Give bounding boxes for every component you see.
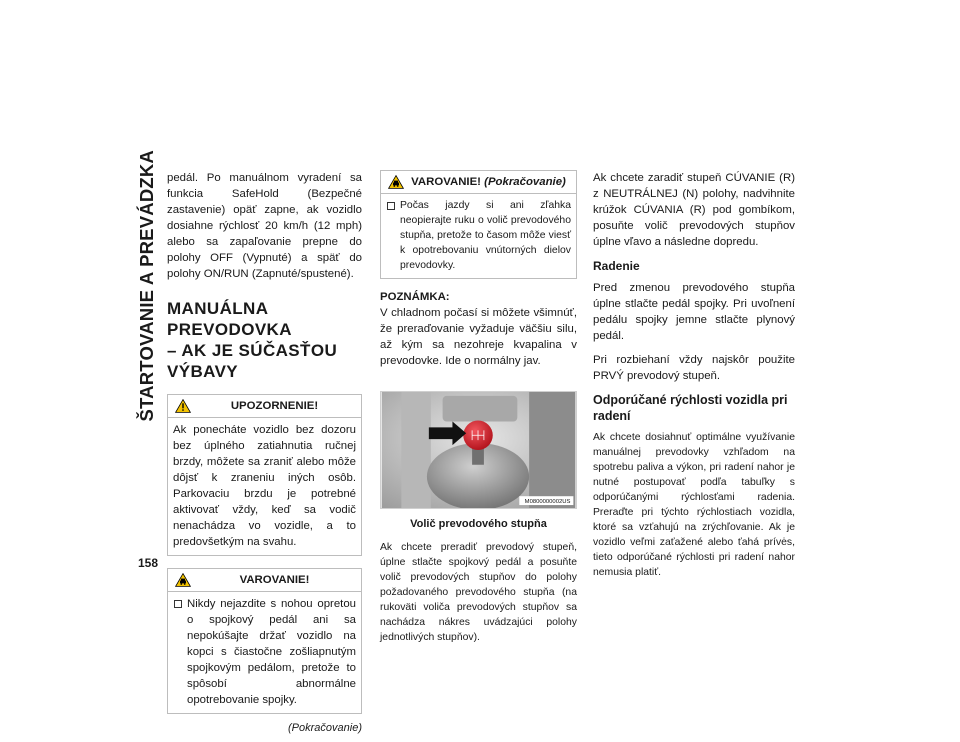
column-2 [380, 170, 577, 653]
warning-bullet [173, 596, 356, 708]
column-3 [593, 170, 795, 588]
section-title-line-1: MANUÁLNA PREVODOVKA [167, 299, 292, 339]
warning-continued-bullet [386, 198, 571, 273]
note-text: V chladnom počasí si môžete všimnúť, že preraďovanie vyžaduje väčšiu silu, až kým sa nezohreje kvapalina v prevodovke. Ide o normálny jav. [380, 307, 577, 367]
caution-title: UPOZORNENIE! [230, 400, 319, 412]
warning-continued-box [380, 170, 577, 279]
warning-car-icon [175, 573, 191, 587]
note-label: POZNÁMKA: [380, 291, 450, 303]
gear-shifter-image [380, 391, 577, 509]
warning-continued-bullet-text: Počas jazdy si ani zľahka neopierajte ruku o volič prevodového stupňa, pretože to časom môže viesť k opotrebovaniu vnútorných dielov prevodovky. [400, 200, 571, 271]
caution-box [167, 394, 362, 556]
page-number: 158 [138, 556, 159, 570]
shifting-paragraph-1: Pred zmenou prevodového stupňa úplne stlačte pedál spojky. Pri uvoľnení pedálu spojky jemne stlačte plynový pedál. [593, 282, 795, 342]
warning-title: VAROVANIE! [239, 574, 310, 586]
heading-shifting: Radenie [593, 259, 640, 273]
image-caption: Volič prevodového stupňa [410, 518, 547, 530]
reverse-paragraph: Ak chcete zaradiť stupeň CÚVANIE (R) z NEUTRÁLNEJ (N) polohy, nadvihnite krúžok CÚVANIA (R) pod gombíkom, posuňte volič prevodových stupňov úplne vľavo a následne dopredu. [593, 172, 795, 248]
warning-triangle-icon [175, 399, 191, 413]
warning-continued-header [381, 171, 576, 194]
intro-paragraph: pedál. Po manuálnom vyradení sa funkcia SafeHold (Bezpečné zastavenie) opäť zapne, ak vozidlo dosiahne rýchlosť 20 km/h (12 mph) alebo sa zapaľovanie prepne do polohy OFF (Vypnuté) a späť do polohy ON/RUN (Zapnuté/spustené). [167, 172, 362, 280]
checkbox-square-icon [387, 202, 395, 210]
shifting-paragraph-2: Pri rozbiehaní vždy najskôr použite PRVÝ prevodový stupeň. [593, 354, 795, 382]
recommended-speeds-paragraph: Ak chcete dosiahnuť optimálne využívanie manuálnej prevodovky vzhľadom na spotrebu paliva a výkon, pri radení nahor je nutné postupovať podľa tabuľky s odporúčanými rýchlosťami radenia. Preraďte pri týchto rýchlostiach vozidla, ktoré sa vzťahujú na zrýchľovanie. Ak je vozidlo veľmi zaťažené alebo ťahá prívės, tieto odporúčané rýchlosti pri radení nahor nemusia platiť. [593, 432, 795, 578]
warning-car-icon [388, 175, 404, 189]
warning-header [168, 569, 361, 592]
checkbox-square-icon [174, 600, 182, 608]
warning-box [167, 568, 362, 714]
warning-continued-title-suffix: (Pokračovanie) [484, 176, 566, 188]
warning-continued-title-main: VAROVANIE! [411, 176, 481, 188]
warning-bullet-text: Nikdy nejazdite s nohou opretou o spojkový pedál ani sa nepokúšajte držať vozidlo na kopci s čiastočne zošliapnutým spojkovým pedálom, pretože to spôsobí abnormálne opotrebovanie spojky. [187, 598, 356, 706]
caution-body [168, 418, 361, 555]
caution-header [168, 395, 361, 418]
chapter-title: ŠTARTOVANIE A PREVÁDZKA [136, 150, 157, 422]
warning-continued-body [381, 194, 576, 278]
heading-recommended-speeds: Odporúčané rýchlosti vozidla pri radení [593, 393, 788, 423]
continued-label: (Pokračovanie) [288, 722, 362, 734]
column-1 [167, 170, 362, 736]
caution-text: Ak ponecháte vozidlo bez dozoru bez úplného zatiahnutia ručnej brzdy, môžete sa zraniť alebo môže dôjsť k zraneniu iných osôb. Parkovaciu brzdu je potrebné aktivovať vždy, keď sa vodič nenachádza vo vozidle, a to predovšetkým na svahu. [173, 424, 356, 548]
warning-body [168, 592, 361, 713]
warning-continued-title [381, 171, 576, 193]
chapter-side-tab [136, 150, 158, 550]
section-title [167, 298, 362, 382]
image-code: M0800000002US [524, 499, 571, 506]
section-title-line-2: – AK JE SÚČASŤOU VÝBAVY [167, 341, 338, 381]
shifting-instructions: Ak chcete preradiť prevodový stupeň, úplne stlačte spojkový pedál a posuňte volič prevodových stupňov do polohy požadovaného prevodového stupňa (na rukoväti voliča prevodových stupňov sa nachádza nákres uvádzajúci polohy jednotlivých stupňov). [380, 542, 577, 643]
